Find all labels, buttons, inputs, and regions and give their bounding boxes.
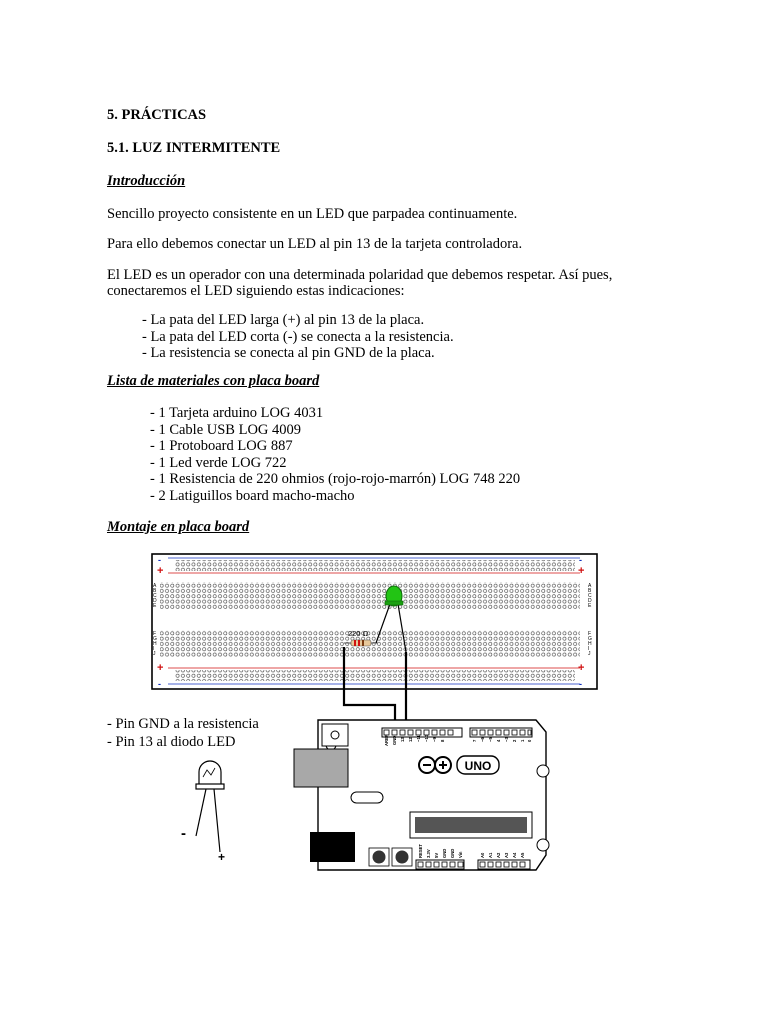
rail-minus-label: -: [158, 555, 161, 565]
rail-plus-label: +: [157, 565, 164, 577]
subsection-heading: 5.1. LUZ INTERMITENTE: [107, 140, 281, 156]
rail-minus-label: -: [158, 679, 161, 689]
microcontroller-chip: [415, 817, 527, 833]
power-jack: [310, 832, 355, 862]
svg-text:E: E: [588, 603, 592, 609]
led-minus-sign: -: [181, 825, 186, 842]
capacitor: [373, 851, 386, 864]
list-item: - La pata del LED larga (+) al pin 13 de la placa.: [142, 312, 425, 328]
svg-text:I: I: [588, 646, 590, 652]
svg-text:J: J: [588, 651, 591, 657]
svg-text:A0: A0: [480, 852, 485, 858]
svg-text:8: 8: [440, 739, 445, 742]
svg-text:12: 12: [408, 737, 413, 742]
svg-text:AREF: AREF: [384, 734, 389, 746]
svg-text:I: I: [153, 646, 155, 652]
rail-minus-label: -: [579, 555, 582, 565]
svg-text:C: C: [153, 593, 157, 599]
svg-text:4: 4: [496, 739, 501, 742]
capacitor: [396, 851, 409, 864]
svg-text:H: H: [153, 641, 157, 647]
arduino-logo: [419, 756, 499, 774]
svg-text:F: F: [153, 631, 157, 637]
list-item: - La resistencia se conecta al pin GND de la placa.: [142, 345, 435, 362]
rail-plus-label: +: [578, 662, 585, 674]
svg-text:E: E: [153, 603, 157, 609]
svg-text:A: A: [153, 583, 157, 589]
svg-text:~3: ~3: [504, 737, 509, 742]
list-item: - La pata del LED corta (-) se conecta a la resistencia.: [142, 328, 454, 345]
intro-paragraph-3-line-1: El LED es un operador con una determinada polaridad que debemos respetar. Así pues,: [107, 267, 613, 283]
rail-plus-label: +: [578, 565, 585, 577]
power-rail-bottom: [175, 670, 575, 681]
usb-connector: [294, 749, 348, 787]
svg-text:~5: ~5: [488, 737, 493, 742]
list-item: - 1 Cable USB LOG 4009: [150, 421, 302, 438]
list-item: - 1 Protoboard LOG 887: [150, 438, 293, 455]
note-gnd: - Pin GND a la resistencia: [107, 716, 259, 732]
svg-text:~9: ~9: [432, 737, 437, 742]
svg-text:GND: GND: [392, 735, 397, 745]
terminal-strip-top: [160, 582, 580, 609]
crystal-oscillator: [351, 792, 383, 803]
intro-paragraph-2: Para ello debemos conectar un LED al pin 13 de la tarjeta controladora.: [107, 236, 523, 252]
power-rail-top: [175, 560, 575, 571]
materials-title: Lista de materiales con placa board: [107, 373, 320, 389]
svg-text:0: 0: [527, 739, 532, 742]
svg-text:13: 13: [400, 737, 405, 742]
list-item: - 1 Tarjeta arduino LOG 4031: [150, 405, 324, 421]
svg-text:H: H: [588, 641, 592, 647]
svg-text:C: C: [588, 593, 592, 599]
assembly-title: Montaje en placa board: [107, 519, 250, 535]
board-model-label: UNO: [464, 759, 492, 773]
svg-text:Vin: Vin: [458, 851, 463, 858]
arduino-uno-board: [294, 720, 549, 870]
rail-minus-label: -: [579, 679, 582, 689]
svg-text:D: D: [588, 598, 592, 604]
svg-text:3.3V: 3.3V: [426, 849, 431, 858]
note-pin13: - Pin 13 al diodo LED: [107, 734, 236, 750]
svg-text:B: B: [153, 588, 157, 594]
svg-text:GND: GND: [442, 848, 447, 858]
list-item: - 2 Latiguillos board macho-macho: [150, 487, 355, 504]
intro-paragraph-1: Sencillo proyecto consistente en un LED que parpadea continuamente.: [107, 206, 518, 222]
svg-text:A4: A4: [512, 852, 517, 858]
svg-text:~11: ~11: [416, 735, 421, 742]
svg-text:GND: GND: [450, 848, 455, 858]
led-plus-sign: +: [218, 850, 226, 864]
svg-text:RESET: RESET: [418, 844, 423, 858]
svg-text:J: J: [153, 651, 156, 657]
breadboard: [152, 554, 597, 689]
svg-text:~10: ~10: [424, 734, 429, 742]
svg-text:A2: A2: [496, 852, 501, 858]
svg-text:1: 1: [520, 739, 525, 742]
list-item: - 1 Led verde LOG 722: [150, 454, 287, 471]
svg-text:G: G: [588, 636, 592, 642]
intro-title: Introducción: [107, 173, 186, 189]
digital-header-left: [382, 728, 462, 737]
svg-text:5V: 5V: [434, 852, 439, 858]
svg-text:F: F: [588, 631, 592, 637]
svg-text:A1: A1: [488, 852, 493, 858]
svg-text:~6: ~6: [480, 737, 485, 742]
led-illustration: [181, 761, 225, 864]
svg-text:A5: A5: [520, 852, 525, 858]
resistor-label: 220 Ω: [348, 629, 369, 638]
section-heading: 5. PRÁCTICAS: [107, 107, 207, 123]
rail-plus-label: +: [157, 662, 164, 674]
svg-text:A: A: [588, 583, 592, 589]
intro-paragraph-3-line-2: conectaremos el LED siguiendo estas indicaciones:: [107, 283, 405, 299]
svg-text:A3: A3: [504, 852, 509, 858]
svg-text:2: 2: [512, 739, 517, 742]
svg-text:D: D: [153, 598, 157, 604]
svg-text:G: G: [153, 636, 157, 642]
list-item: - 1 Resistencia de 220 ohmios (rojo-rojo-marrón) LOG 748 220: [150, 471, 521, 488]
svg-text:7: 7: [472, 739, 477, 742]
svg-text:B: B: [588, 588, 592, 594]
